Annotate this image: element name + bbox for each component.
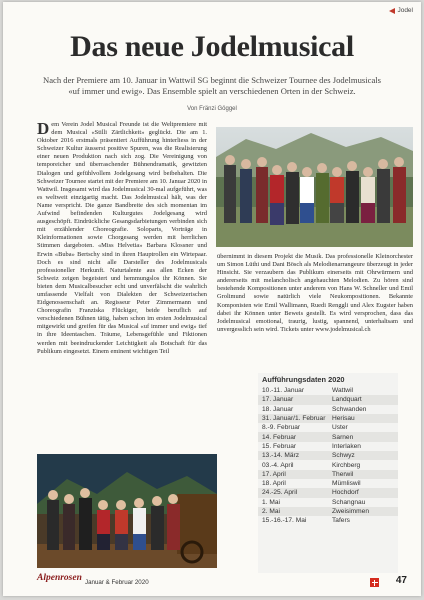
date-cell: 18. Januar <box>262 405 294 413</box>
magazine-logo: Alpenrosen <box>37 573 82 583</box>
date-row <box>258 423 398 432</box>
date-row <box>258 488 398 497</box>
place-cell: Kirchberg <box>332 461 361 469</box>
place-cell: Landquart <box>332 396 362 404</box>
performance-dates-box <box>258 373 398 573</box>
place-cell: Schwanden <box>332 405 367 413</box>
date-cell: 18. April <box>262 480 286 488</box>
date-row <box>258 498 398 507</box>
date-cell: 03.-4. April <box>262 461 294 469</box>
date-cell: 31. Januar/1. Februar <box>262 415 326 423</box>
date-cell: 15.-16.-17. Mai <box>262 517 307 525</box>
date-row <box>258 442 398 451</box>
article-column-1 <box>37 121 207 453</box>
article-lead: Nach der Premiere am 10. Januar in Wattwil SG beginnt die Schweizer Tournee des Jodelmusicals «uf immer und ewig». Das Ensemble spielt an verschiedenen Orten in der Schweiz. <box>43 75 381 96</box>
article-title: Das neue Jodelmusical <box>70 30 354 63</box>
date-cell: 10.-11. Januar <box>262 387 305 395</box>
article-column-2 <box>217 253 413 355</box>
place-cell: Therwil <box>332 470 354 478</box>
page-number: 47 <box>395 575 407 586</box>
place-cell: Schangnau <box>332 498 366 506</box>
place-cell: Sarnen <box>332 433 354 441</box>
place-cell: Uster <box>332 424 348 432</box>
magazine-page <box>3 2 421 596</box>
date-cell: 17. April <box>262 470 286 478</box>
date-cell: 8.-9. Februar <box>262 424 301 432</box>
date-cell: 15. Februar <box>262 442 297 450</box>
section-tag <box>389 7 413 14</box>
red-arrow-icon <box>389 8 395 14</box>
place-cell: Schwyz <box>332 452 355 460</box>
place-cell: Interlaken <box>332 442 361 450</box>
date-row <box>258 432 398 441</box>
drop-cap: D <box>37 121 50 138</box>
date-row <box>258 460 398 469</box>
place-cell: Hochdorf <box>332 489 359 497</box>
swiss-flag-icon <box>370 578 379 587</box>
column-2-text: übernimmt in diesem Projekt die Musik. Das professionelle Kleinorchester um Simon Lüthi und Dani Bösch als Melodienarrangeure überzeugt in jeder Hinsicht. Sie verzaubern das Publikum einerseits mit Ohrwürmern und andererseits mit melancholisch angehauchten Melodien. Zu hören sind bestehende Kompositionen unter anderem von Hans W. Schneller und Emil Grolimund sowie natürlich viele Neukompositionen. Bekannte Komponisten wie Emil Wallimann, Ruedi Renggli und Alex Eugster haben dabei ihr Können unter Beweis gestellt. Es wird versprochen, dass das Jodelmusical emotional, traurig, lustig, spannend, unterhaltsam und unvergesslich sein wird. Tickets unter www.jodelmusical.ch <box>217 253 413 333</box>
place-cell: Wattwil <box>332 387 354 395</box>
date-cell: 1. Mai <box>262 498 280 506</box>
group-photo-image <box>216 127 413 247</box>
article-byline: Von Fränzi Göggel <box>187 106 237 112</box>
date-row <box>258 470 398 479</box>
date-row <box>258 405 398 414</box>
column-1-text: em Verein Jodel Musical Freunde ist die Weltpremiere mit dem Musical «Stilli Zärtlichkeit» geglückt. Die am 1. Oktober 2016 erstmals präsentiert Aufführung hinterliess in der Schweizer Kultur äusserst positive Spuren, was die Realisierung einer neuen Produktion nach sich zog. Die Vereinigung von temporeicher und überraschender Bühnendramatik, gewitzten Dialogen und gefühlvollem Jodelgesang wird beibehalten. Die Schweizer Tournee startet mit der Premiere am 10. Januar 2020 in Wattwil. Insgesamt wird das Jodelmusical 30-mal aufgeführt, was es weltweit einzigartig macht. Das Jodelmusical hält, was der Name verspricht. Die ganze Bandbreite des sich momentan im Aufwind befindenden Kulturgutes Jodelgesang wird ausgeschöpft. Eindrückliche Gesangsdarbietungen verbinden sich mit erzählender Choreografie. Soloparts, Vorträge in Kleinformationen sowie Chorgesang werden mit herrlichen Stimmen dargeboten. «Miss Helvetia» Barbara Klossner und Erwin «Buba» Bertschy sind in ihren Hauptrollen ein Wirtepaar. Doch es sind nicht alle Darsteller des Jodelmusicals professioneller Herkunft. Naturtalente aus allen Ecken der Schweiz zeigen begeistert und hemmungslos ihr Können. Sie bieten dem Musicalbesucher echt und unverfälscht die wahrlich umfassende Vielfalt von Dialekten der Schweizerischen Eidgenossenschaft an. Regisseur Peter Zimmermann und Choreografin Franziska Flückiger, beide beruflich auf verschiedenen Bühnen tätig, haben schon im ersten Jodelmusical mitgewirkt und greifen für das Musical «uf immer und ewig» tief in ihre Ideentaschen. Träume, Lebensgefühle und Fiktionen werden mit beeindruckender Leichtigkeit als Botschaft für das Publikum eingesetzt. Einem eminent wichtigen Teil <box>37 121 207 355</box>
date-row <box>258 516 398 525</box>
place-cell: Mümliswil <box>332 480 361 488</box>
section-label: Jodel <box>397 7 413 14</box>
date-cell: 13.-14. März <box>262 452 300 460</box>
page-footer <box>37 573 413 590</box>
date-cell: 17. Januar <box>262 396 294 404</box>
date-row <box>258 507 398 516</box>
date-cell: 2. Mai <box>262 508 280 515</box>
date-cell: 24.-25. April <box>262 489 298 497</box>
stage-scene-photo <box>37 454 217 568</box>
date-cell: 14. Februar <box>262 433 297 441</box>
place-cell: Tafers <box>332 517 350 525</box>
issue-date: Januar & Februar 2020 <box>85 579 149 586</box>
date-row <box>258 479 398 488</box>
performance-dates-title: Aufführungsdaten 2020 <box>262 375 345 384</box>
place-cell: Zweisimmen <box>332 508 370 515</box>
ensemble-group-photo <box>216 127 413 247</box>
date-row <box>258 451 398 460</box>
place-cell: Herisau <box>332 415 355 423</box>
date-row <box>258 414 398 423</box>
date-row <box>258 395 398 404</box>
date-row <box>258 386 398 395</box>
stage-photo-image <box>37 454 217 568</box>
